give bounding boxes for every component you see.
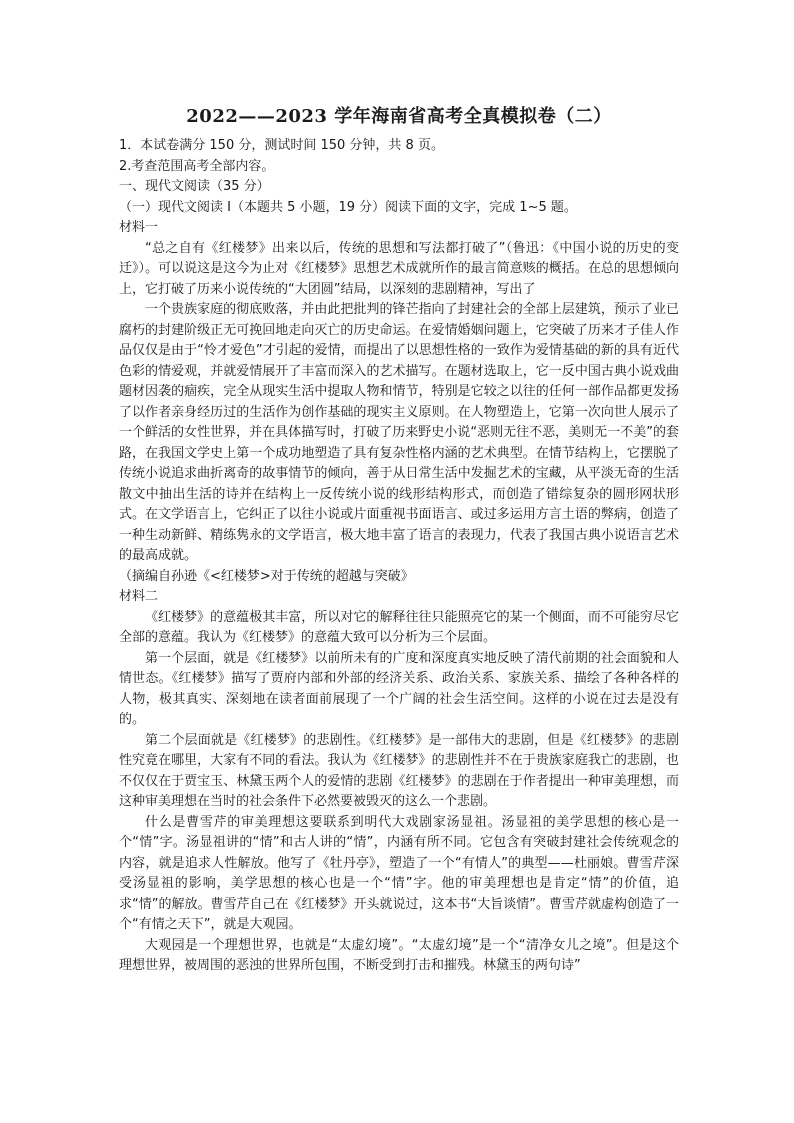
exam-page	[119, 104, 679, 977]
material2-label: 材料二	[119, 589, 159, 604]
material2-paragraph: 第二个层面就是《红楼梦》的悲剧性。《红楼梦》是一部伟大的悲剧，但是《红楼梦》的悲剧性究竟在哪里，大家有不同的看法。我认为《红楼梦》的悲剧性并不在于贵族家庭我亡的悲剧，也不仅仅在于贾宝玉、林黛玉两个人的爱情的悲剧《红楼梦》的悲剧在于作者提出一种审美理想，而这种审美理想在当时的社会条件下必然要被毁灭的这么一个悲剧。	[119, 732, 679, 809]
material2-paragraph: 大观园是一个理想世界，也就是“太虚幻境”。“太虚幻境”是一个“清净女儿之境”。但是这个理想世界，被周围的恶浊的世界所包围，不断受到打击和摧残。林黛玉的两句诗”	[119, 937, 679, 973]
exam-title: 2022——2023 学年海南省高考全真模拟卷（二）	[186, 106, 612, 127]
material1-source: （摘编自孙逊《<红楼梦>对于传统的超越与突破》	[119, 568, 414, 584]
material2-paragraph: 什么是曹雪芹的审美理想这要联系到明代大戏剧家汤显祖。汤显祖的美学思想的核心是一个“情”字。汤显祖讲的“情”和古人讲的“情”，内涵有所不同。它包含有突破封建社会传统观念的内容，就是追求人性解放。他写了《牡丹亭》，塑造了一个“有情人”的典型——杜丽娘。曹雪芹深受汤显祖的影响，美学思想的核心也是一个“情”字。他的审美理想也是肯定“情”的价值，追求“情”的解放。曹雪芹自己在《红楼梦》开头就说过，这本书“大旨谈情”。曹雪芹就虚构创造了一个“有情之天下”，就是大观园。	[119, 814, 679, 932]
material2-paragraph: 第一个层面，就是《红楼梦》以前所未有的广度和深度真实地反映了清代前期的社会面貌和人情世态。《红楼梦》描写了贾府内部和外部的经济关系、政治关系、家族关系、描绘了各种各样的人物，极其真实、深刻地在读者面前展现了一个广阔的社会生活空间。这样的小说在过去是没有的。	[119, 650, 679, 727]
material1-paragraph: 一个贵族家庭的彻底败落，并由此把批判的锋芒指向了封建社会的全部上层建筑，预示了业已腐朽的封建阶级正无可挽回地走向灭亡的历史命运。在爱情婚姻问题上，它突破了历来才子佳人作品仅仅是由于“怜才爱色”才引起的爱情，而提出了以思想性格的一致作为爱情基础的新的具有近代色彩的情爱观，并就爱情展开了丰富而深入的艺术描写。在题材选取上，它一反中国古典小说戏曲题材因袭的痼疾，完全从现实生活中提取人物和情节，特别是它较之以往的任何一部作品都更发扬了以作者亲身经历过的生活作为创作基础的现实主义原则。在人物塑造上，它第一次向世人展示了一个鲜活的女性世界，并在具体描写时，打破了历来野史小说“恶则无往不恶，美则无一不美”的套路，在我国文学史上第一个成功地塑造了具有复杂性格内涵的艺术典型。在情节结构上，它摆脱了传统小说追求曲折离奇的故事情节的倾向，善于从日常生活中发掘艺术的宝藏，从平淡无奇的生活散文中抽出生活的诗并在结构上一反传统小说的线形结构形式，而创造了错综复杂的圆形网状形式。在文学语言上，它纠正了以往小说或片面重视书面语言、或过多运用方言土语的弊病，创造了一种生动新鲜、精练隽永的文学语言，极大地丰富了语言的表现力，代表了我国古典小说语言艺术的最高成就。	[119, 302, 679, 563]
material2-paragraph: 《红楼梦》的意蕴极其丰富，所以对它的解释往往只能照亮它的某一个侧面，而不可能穷尽它全部的意蕴。我认为《红楼梦》的意蕴大致可以分析为三个层面。	[119, 609, 679, 645]
material1-paragraph: “总之自有《红楼梦》出来以后，传统的思想和写法都打破了”（鲁迅：《中国小说的历史的变迁》）。可以说这是这今为止对《红楼梦》思想艺术成就所作的最言简意赅的概括。在总的思想倾向上，它打破了历来小说传统的“大团圆”结局，以深刻的悲剧精神，写出了	[119, 240, 679, 297]
material1-label: 材料一	[119, 220, 159, 235]
section-sub-heading: （一）现代文阅读 I（本题共 5 小题，19 分）阅读下面的文字，完成 1~5 题。	[119, 199, 577, 215]
section-heading: 一、现代文阅读（35 分）	[119, 179, 270, 194]
note-scope: 2.考查范围高考全部内容。	[119, 158, 275, 174]
note-score: 1．本试卷满分 150 分，测试时间 150 分钟，共 8 页。	[119, 138, 444, 153]
